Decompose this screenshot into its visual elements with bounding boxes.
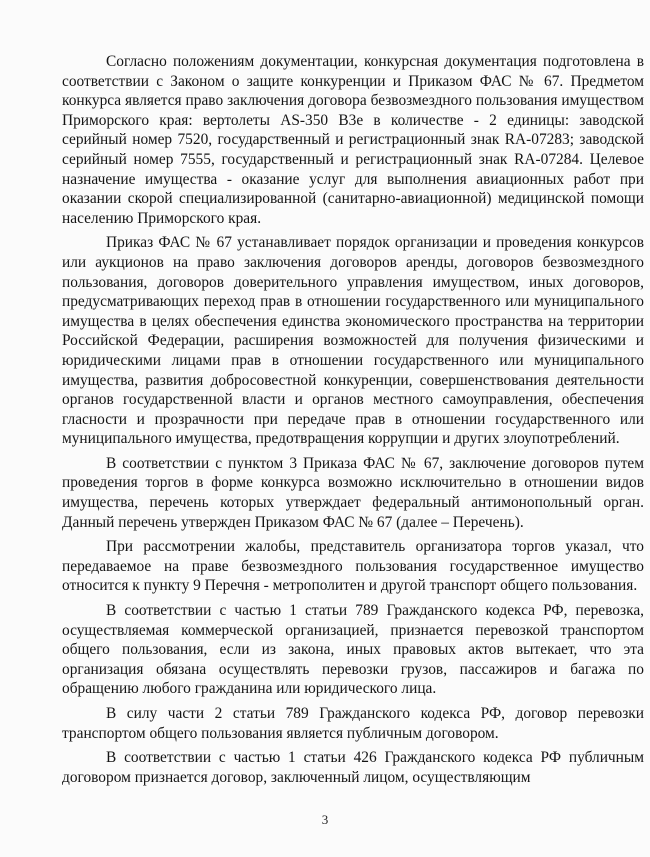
page-number: 3 xyxy=(321,812,329,827)
paragraph-6: В силу части 2 статьи 789 Гражданского кодекса РФ, договор перевозки транспортом общего пользования является публичным договором. xyxy=(62,705,644,742)
paragraph-1: Согласно положениям документации, конкурсная документация подготовлена в соответствии с Законом о защите конкуренции и Приказом ФАС № 67. Предметом конкурса является право заключения договора безвозмездного пользования имуществом Приморского края: вертолеты AS-350 B3e в количестве - 2 единицы: заводской серийный номер 7520, государственный и регистрационный знак RA-07283; заводской серийный номер 7555, государственный и регистрационный знак RA-07284. Целевое назначение имущества - оказание услуг для выполнения авиационных работ при оказании скорой специализированной (санитарно-авиационной) медицинской помощи населению Приморского края. xyxy=(62,53,644,227)
paragraph-7: В соответствии с частью 1 статьи 426 Гражданского кодекса РФ публичным договором признается договор, заключенный лицом, осуществляющим xyxy=(62,749,644,786)
paragraph-2: Приказ ФАС № 67 устанавливает порядок организации и проведения конкурсов или аукционов на право заключения договоров аренды, договоров безвозмездного пользования, договоров доверительного управления имуществом, иных договоров, предусматривающих переход прав в отношении государственного или муниципального имущества в целях обеспечения единства экономического пространства на территории Российской Федерации, расширения возможностей для получения физическими и юридическими лицами прав в отношении государственного или муниципального имущества, развития добросовестной конкуренции, совершенствования деятельности органов государственной власти и органов местного самоуправления, обеспечения гласности и прозрачности при передаче прав в отношении государственного или муниципального имущества, предотвращения коррупции и других злоупотреблений. xyxy=(62,234,644,448)
paragraph-5: В соответствии с частью 1 статьи 789 Гражданского кодекса РФ, перевозка, осуществляемая коммерческой организацией, признается перевозкой транспортом общего пользования, если из закона, иных правовых актов вытекает, что эта организация обязана осуществлять перевозки грузов, пассажиров и багажа по обращению любого гражданина или юридического лица. xyxy=(62,602,644,698)
paragraph-3: В соответствии с пунктом 3 Приказа ФАС № 67, заключение договоров путем проведения торгов в форме конкурса возможно исключительно в отношении видов имущества, перечень которых утверждает федеральный антимонопольный орган. Данный перечень утвержден Приказом ФАС № 67 (далее – Перечень). xyxy=(62,454,644,531)
paragraph-4: При рассмотрении жалобы, представитель организатора торгов указал, что передаваемое на праве безвозмездного пользования государственное имущество относится к пункту 9 Перечня - метрополитен и другой транспорт общего пользования. xyxy=(62,538,644,595)
document-body xyxy=(62,52,644,792)
